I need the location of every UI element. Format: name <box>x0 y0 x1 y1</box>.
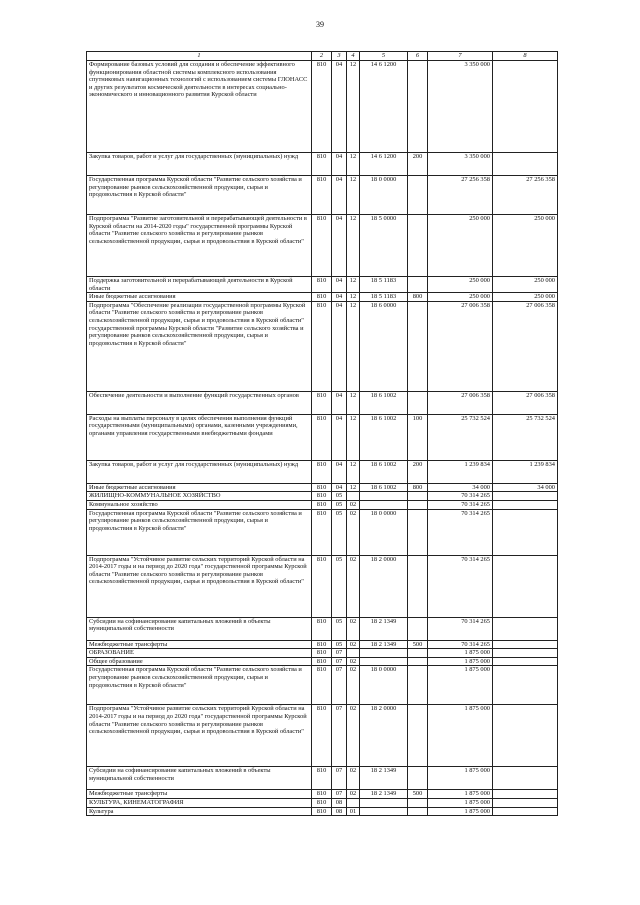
cell-target-article <box>360 807 408 816</box>
row-name: Расходы на выплаты персоналу в целях обеспечения выполнения функций государственными (муниципальными) органами, казенными учреждениями, органами управления государственными внебюджетными фондами <box>87 414 312 460</box>
cell-expense-type <box>408 649 428 658</box>
column-header: 6 <box>408 52 428 61</box>
cell-ministry-code: 810 <box>312 492 332 501</box>
cell-section-code: 04 <box>332 460 347 483</box>
cell-expense-type: 200 <box>408 460 428 483</box>
cell-subsection-code: 02 <box>347 640 360 649</box>
cell-expense-type <box>408 277 428 293</box>
cell-subsection-code: 12 <box>347 277 360 293</box>
cell-amount-current: 250 000 <box>428 277 493 293</box>
cell-section-code: 07 <box>332 767 347 790</box>
cell-section-code: 05 <box>332 492 347 501</box>
row-name: Поддержка заготовительной и перерабатывающей деятельности в Курской области <box>87 277 312 293</box>
cell-amount-next <box>493 705 558 767</box>
cell-amount-current: 3 350 000 <box>428 153 493 176</box>
cell-expense-type <box>408 509 428 555</box>
cell-ministry-code: 810 <box>312 153 332 176</box>
row-name: Государственная программа Курской области "Развитие сельского хозяйства и регулирование рынков сельскохозяйственной продукции, сырья и продовольствия в Курской области" <box>87 666 312 705</box>
page-number: 39 <box>316 20 324 29</box>
row-name: Межбюджетные трансферты <box>87 640 312 649</box>
cell-subsection-code: 12 <box>347 61 360 153</box>
row-name: Закупка товаров, работ и услуг для государственных (муниципальных) нужд <box>87 460 312 483</box>
cell-expense-type: 500 <box>408 640 428 649</box>
table-row <box>87 391 558 414</box>
cell-amount-next <box>493 767 558 790</box>
table-row <box>87 798 558 807</box>
cell-amount-current: 70 314 265 <box>428 617 493 640</box>
column-header: 8 <box>493 52 558 61</box>
cell-amount-current: 70 314 265 <box>428 555 493 617</box>
cell-amount-current: 3 350 000 <box>428 61 493 153</box>
cell-section-code: 07 <box>332 649 347 658</box>
cell-amount-current: 1 875 000 <box>428 767 493 790</box>
cell-amount-current: 27 256 358 <box>428 176 493 215</box>
row-name: ЖИЛИЩНО-КОММУНАЛЬНОЕ ХОЗЯЙСТВО <box>87 492 312 501</box>
table-row <box>87 657 558 666</box>
cell-subsection-code: 02 <box>347 790 360 799</box>
cell-section-code: 04 <box>332 215 347 277</box>
row-name: Общее образование <box>87 657 312 666</box>
cell-amount-next <box>493 657 558 666</box>
cell-section-code: 07 <box>332 657 347 666</box>
row-name: Субсидии на софинансирование капитальных вложений в объекты муниципальной собственности <box>87 617 312 640</box>
table-row <box>87 705 558 767</box>
table-row <box>87 301 558 391</box>
row-name: Подпрограмма "Развитие заготовительной и перерабатывающей деятельности в Курской области на 2014-2020 годы" государственной программы Курской области "Развитие сельского хозяйства и регулирование рынков сельскохозяйственной продукции, сырья и продовольствия в Курской области" <box>87 215 312 277</box>
cell-amount-next: 250 000 <box>493 215 558 277</box>
cell-amount-current: 25 732 524 <box>428 414 493 460</box>
cell-subsection-code <box>347 798 360 807</box>
cell-amount-next <box>493 61 558 153</box>
cell-ministry-code: 810 <box>312 705 332 767</box>
cell-ministry-code: 810 <box>312 666 332 705</box>
cell-amount-current: 250 000 <box>428 215 493 277</box>
cell-subsection-code: 02 <box>347 767 360 790</box>
cell-subsection-code: 02 <box>347 705 360 767</box>
cell-ministry-code: 810 <box>312 657 332 666</box>
cell-amount-current: 70 314 265 <box>428 492 493 501</box>
cell-ministry-code: 810 <box>312 617 332 640</box>
row-name: ОБРАЗОВАНИЕ <box>87 649 312 658</box>
cell-amount-next: 25 732 524 <box>493 414 558 460</box>
cell-amount-next <box>493 492 558 501</box>
cell-subsection-code: 01 <box>347 807 360 816</box>
cell-subsection-code: 12 <box>347 176 360 215</box>
cell-amount-next <box>493 500 558 509</box>
cell-section-code: 04 <box>332 301 347 391</box>
table-row <box>87 492 558 501</box>
table-row <box>87 649 558 658</box>
row-name: Подпрограмма "Обеспечение реализации государственной программы Курской области "Развитие сельского хозяйства и регулирование рынков сельскохозяйственной продукции, сырья и продовольствия в Курской области" государственной программы Курской области "Развитие сельского хозяйства и регулирование рынков сельскохозяйственной продукции, сырья и продовольствия в Курской области" <box>87 301 312 391</box>
table-row <box>87 153 558 176</box>
cell-expense-type: 100 <box>408 414 428 460</box>
table-row <box>87 215 558 277</box>
row-name: Формирование базовых условий для создания и обеспечение эффективного функционирования областной системы комплексного использования спутниковых навигационных технологий с использованием системы ГЛОНАСС и других результатов космической деятельности в интересах социально-экономического и инновационного развития Курской области <box>87 61 312 153</box>
table-row <box>87 509 558 555</box>
cell-subsection-code: 02 <box>347 509 360 555</box>
table-body <box>87 61 558 816</box>
column-header: 4 <box>347 52 360 61</box>
row-name: Государственная программа Курской области "Развитие сельского хозяйства и регулирование рынков сельскохозяйственной продукции, сырья и продовольствия в Курской области" <box>87 509 312 555</box>
cell-subsection-code <box>347 492 360 501</box>
cell-ministry-code: 810 <box>312 807 332 816</box>
cell-ministry-code: 810 <box>312 391 332 414</box>
cell-amount-next <box>493 153 558 176</box>
cell-expense-type <box>408 176 428 215</box>
cell-target-article: 14 6 1200 <box>360 61 408 153</box>
cell-target-article: 18 2 0000 <box>360 705 408 767</box>
cell-amount-next <box>493 640 558 649</box>
cell-amount-next <box>493 798 558 807</box>
cell-amount-next <box>493 790 558 799</box>
cell-amount-next <box>493 509 558 555</box>
cell-target-article: 18 2 1349 <box>360 640 408 649</box>
cell-amount-next <box>493 666 558 705</box>
table-row <box>87 555 558 617</box>
row-name: КУЛЬТУРА, КИНЕМАТОГРАФИЯ <box>87 798 312 807</box>
cell-target-article: 18 0 0000 <box>360 666 408 705</box>
cell-ministry-code: 810 <box>312 414 332 460</box>
cell-target-article: 18 2 1349 <box>360 790 408 799</box>
cell-subsection-code <box>347 649 360 658</box>
cell-section-code: 07 <box>332 790 347 799</box>
cell-amount-next: 27 256 358 <box>493 176 558 215</box>
cell-ministry-code: 810 <box>312 640 332 649</box>
cell-ministry-code: 810 <box>312 767 332 790</box>
cell-target-article: 18 2 0000 <box>360 555 408 617</box>
cell-amount-current: 1 239 834 <box>428 460 493 483</box>
cell-expense-type <box>408 500 428 509</box>
cell-target-article: 18 6 1002 <box>360 391 408 414</box>
cell-expense-type: 800 <box>408 293 428 302</box>
row-name: Закупка товаров, работ и услуг для государственных (муниципальных) нужд <box>87 153 312 176</box>
cell-section-code: 05 <box>332 617 347 640</box>
cell-amount-current: 1 875 000 <box>428 790 493 799</box>
cell-amount-current: 70 314 265 <box>428 500 493 509</box>
table-row <box>87 767 558 790</box>
cell-expense-type <box>408 767 428 790</box>
table-row <box>87 61 558 153</box>
cell-ministry-code: 810 <box>312 176 332 215</box>
cell-amount-next <box>493 617 558 640</box>
cell-amount-current: 1 875 000 <box>428 666 493 705</box>
cell-expense-type <box>408 705 428 767</box>
row-name: Культура <box>87 807 312 816</box>
table-row <box>87 277 558 293</box>
cell-subsection-code: 02 <box>347 555 360 617</box>
cell-amount-current: 27 006 358 <box>428 391 493 414</box>
cell-target-article: 18 2 1349 <box>360 767 408 790</box>
cell-expense-type <box>408 807 428 816</box>
row-name: Межбюджетные трансферты <box>87 790 312 799</box>
cell-expense-type <box>408 301 428 391</box>
cell-amount-current: 1 875 000 <box>428 657 493 666</box>
table-row <box>87 790 558 799</box>
column-header: 2 <box>312 52 332 61</box>
table-row <box>87 640 558 649</box>
cell-target-article: 18 0 0000 <box>360 176 408 215</box>
cell-amount-current: 27 006 358 <box>428 301 493 391</box>
row-name: Подпрограмма "Устойчивое развитие сельских территорий Курской области на 2014-2017 годы и на период до 2020 года" государственной программы Курской области "Развитие сельского хозяйства и регулирование рынков сельскохозяйственной продукции, сырья и продовольствия в Курской области" <box>87 555 312 617</box>
cell-target-article: 18 5 1183 <box>360 293 408 302</box>
column-header: 3 <box>332 52 347 61</box>
cell-target-article: 18 6 1002 <box>360 460 408 483</box>
cell-target-article: 18 6 0000 <box>360 301 408 391</box>
cell-amount-current: 1 875 000 <box>428 798 493 807</box>
cell-section-code: 04 <box>332 61 347 153</box>
cell-ministry-code: 810 <box>312 798 332 807</box>
cell-target-article: 18 6 1002 <box>360 414 408 460</box>
budget-table <box>86 51 558 816</box>
column-header: 1 <box>87 52 312 61</box>
cell-section-code: 05 <box>332 500 347 509</box>
row-name: Субсидии на софинансирование капитальных вложений в объекты муниципальной собственности <box>87 767 312 790</box>
cell-amount-current: 70 314 265 <box>428 509 493 555</box>
cell-section-code: 04 <box>332 391 347 414</box>
cell-amount-next <box>493 649 558 658</box>
row-name: Иные бюджетные ассигнования <box>87 293 312 302</box>
cell-subsection-code: 02 <box>347 500 360 509</box>
cell-amount-current: 250 000 <box>428 293 493 302</box>
cell-ministry-code: 810 <box>312 215 332 277</box>
cell-expense-type <box>408 61 428 153</box>
cell-ministry-code: 810 <box>312 301 332 391</box>
cell-ministry-code: 810 <box>312 555 332 617</box>
cell-amount-next: 1 239 834 <box>493 460 558 483</box>
cell-expense-type <box>408 391 428 414</box>
cell-amount-next: 250 000 <box>493 277 558 293</box>
column-header: 7 <box>428 52 493 61</box>
cell-section-code: 08 <box>332 798 347 807</box>
row-name: Иные бюджетные ассигнования <box>87 483 312 492</box>
cell-ministry-code: 810 <box>312 61 332 153</box>
cell-amount-current: 1 875 000 <box>428 649 493 658</box>
cell-subsection-code: 12 <box>347 293 360 302</box>
cell-section-code: 04 <box>332 483 347 492</box>
cell-subsection-code: 12 <box>347 460 360 483</box>
cell-subsection-code: 12 <box>347 215 360 277</box>
cell-section-code: 05 <box>332 555 347 617</box>
cell-target-article: 18 6 1002 <box>360 483 408 492</box>
cell-amount-current: 1 875 000 <box>428 705 493 767</box>
cell-ministry-code: 810 <box>312 509 332 555</box>
cell-subsection-code: 02 <box>347 666 360 705</box>
cell-section-code: 05 <box>332 509 347 555</box>
cell-target-article <box>360 798 408 807</box>
column-header: 5 <box>360 52 408 61</box>
cell-amount-current: 70 314 265 <box>428 640 493 649</box>
row-name: Коммунальное хозяйство <box>87 500 312 509</box>
cell-amount-next: 34 000 <box>493 483 558 492</box>
cell-ministry-code: 810 <box>312 790 332 799</box>
cell-ministry-code: 810 <box>312 483 332 492</box>
cell-amount-current: 34 000 <box>428 483 493 492</box>
cell-section-code: 04 <box>332 153 347 176</box>
table-row <box>87 483 558 492</box>
cell-subsection-code: 12 <box>347 483 360 492</box>
table-row <box>87 500 558 509</box>
cell-expense-type: 200 <box>408 153 428 176</box>
cell-expense-type: 800 <box>408 483 428 492</box>
table-row <box>87 176 558 215</box>
cell-target-article: 18 5 1183 <box>360 277 408 293</box>
cell-ministry-code: 810 <box>312 293 332 302</box>
row-name: Государственная программа Курской области "Развитие сельского хозяйства и регулирование рынков сельскохозяйственной продукции, сырья и продовольствия в Курской области" <box>87 176 312 215</box>
cell-section-code: 04 <box>332 277 347 293</box>
cell-target-article: 18 2 1349 <box>360 617 408 640</box>
cell-subsection-code: 12 <box>347 391 360 414</box>
cell-ministry-code: 810 <box>312 500 332 509</box>
cell-subsection-code: 12 <box>347 153 360 176</box>
row-name: Подпрограмма "Устойчивое развитие сельских территорий Курской области на 2014-2017 годы и на период до 2020 года" государственной программы Курской области "Развитие сельского хозяйства и регулирование рынков сельскохозяйственной продукции, сырья и продовольствия в Курской области" <box>87 705 312 767</box>
cell-expense-type <box>408 555 428 617</box>
cell-expense-type <box>408 666 428 705</box>
cell-section-code: 07 <box>332 666 347 705</box>
cell-ministry-code: 810 <box>312 277 332 293</box>
cell-expense-type <box>408 215 428 277</box>
cell-target-article <box>360 657 408 666</box>
cell-subsection-code: 12 <box>347 414 360 460</box>
cell-target-article <box>360 492 408 501</box>
cell-expense-type <box>408 492 428 501</box>
table-row <box>87 617 558 640</box>
cell-amount-next: 27 006 358 <box>493 391 558 414</box>
table-row <box>87 460 558 483</box>
cell-section-code: 07 <box>332 705 347 767</box>
cell-section-code: 04 <box>332 414 347 460</box>
cell-expense-type <box>408 657 428 666</box>
cell-expense-type <box>408 798 428 807</box>
cell-amount-next <box>493 555 558 617</box>
column-number-row <box>87 52 558 61</box>
cell-subsection-code: 12 <box>347 301 360 391</box>
table-row <box>87 414 558 460</box>
cell-target-article: 14 6 1200 <box>360 153 408 176</box>
cell-target-article: 18 0 0000 <box>360 509 408 555</box>
cell-amount-next <box>493 807 558 816</box>
cell-expense-type: 500 <box>408 790 428 799</box>
cell-subsection-code: 02 <box>347 657 360 666</box>
row-name: Обеспечение деятельности и выполнение функций государственных органов <box>87 391 312 414</box>
cell-target-article <box>360 500 408 509</box>
cell-amount-current: 1 875 000 <box>428 807 493 816</box>
cell-section-code: 04 <box>332 293 347 302</box>
table-row <box>87 293 558 302</box>
table-row <box>87 807 558 816</box>
cell-section-code: 04 <box>332 176 347 215</box>
cell-subsection-code: 02 <box>347 617 360 640</box>
cell-target-article: 18 5 0000 <box>360 215 408 277</box>
cell-section-code: 08 <box>332 807 347 816</box>
cell-ministry-code: 810 <box>312 460 332 483</box>
cell-expense-type <box>408 617 428 640</box>
cell-section-code: 05 <box>332 640 347 649</box>
table-row <box>87 666 558 705</box>
cell-amount-next: 27 006 358 <box>493 301 558 391</box>
cell-amount-next: 250 000 <box>493 293 558 302</box>
cell-ministry-code: 810 <box>312 649 332 658</box>
cell-target-article <box>360 649 408 658</box>
